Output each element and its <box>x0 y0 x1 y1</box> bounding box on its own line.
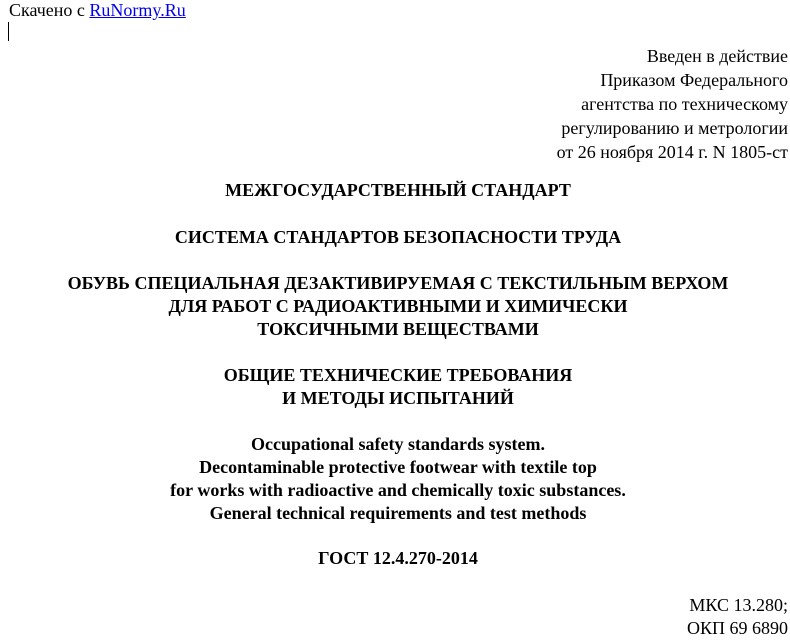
source-line <box>9 0 186 21</box>
enactment-line: от 26 ноября 2014 г. N 1805-ст <box>556 142 788 162</box>
system-heading <box>0 226 790 249</box>
code-line: ОКП 69 6890 <box>686 618 788 638</box>
gost-line: ГОСТ 12.4.270-2014 <box>318 548 478 568</box>
enactment-line: агентства по техническому <box>581 94 788 114</box>
enactment-block <box>557 44 788 164</box>
classification-codes <box>687 594 788 640</box>
document-title <box>0 272 790 341</box>
english-line: Occupational safety standards system. <box>250 434 545 454</box>
interstate-standard-heading <box>0 179 790 202</box>
english-title <box>0 433 790 525</box>
heading-line: СИСТЕМА СТАНДАРТОВ БЕЗОПАСНОСТИ ТРУДА <box>174 227 622 247</box>
source-link[interactable]: RuNormy.Ru <box>89 0 186 20</box>
source-prefix: Скачено с <box>9 0 90 20</box>
english-line: Decontaminable protective footwear with textile top <box>199 457 597 477</box>
subtitle-line: И МЕТОДЫ ИСПЫТАНИЙ <box>282 388 514 408</box>
title-line: ТОКСИЧНЫМИ ВЕЩЕСТВАМИ <box>257 319 539 339</box>
subtitle-line: ОБЩИЕ ТЕХНИЧЕСКИЕ ТРЕБОВАНИЯ <box>223 365 573 385</box>
enactment-line: Приказом Федерального <box>600 70 788 90</box>
english-line: General technical requirements and test methods <box>209 503 587 523</box>
enactment-line: регулированию и метрологии <box>561 118 788 138</box>
code-line: МКС 13.280; <box>689 595 788 615</box>
title-line: ДЛЯ РАБОТ С РАДИОАКТИВНЫМИ И ХИМИЧЕСКИ <box>168 296 628 316</box>
heading-line: МЕЖГОСУДАРСТВЕННЫЙ СТАНДАРТ <box>225 180 571 200</box>
english-line: for works with radioactive and chemically toxic substances. <box>170 480 626 500</box>
enactment-line: Введен в действие <box>646 46 788 66</box>
title-line: ОБУВЬ СПЕЦИАЛЬНАЯ ДЕЗАКТИВИРУЕМАЯ С ТЕКСТИЛЬНЫМ ВЕРХОМ <box>67 273 729 293</box>
text-cursor <box>8 22 9 41</box>
document-subtitle <box>0 364 790 410</box>
gost-number <box>0 547 790 570</box>
